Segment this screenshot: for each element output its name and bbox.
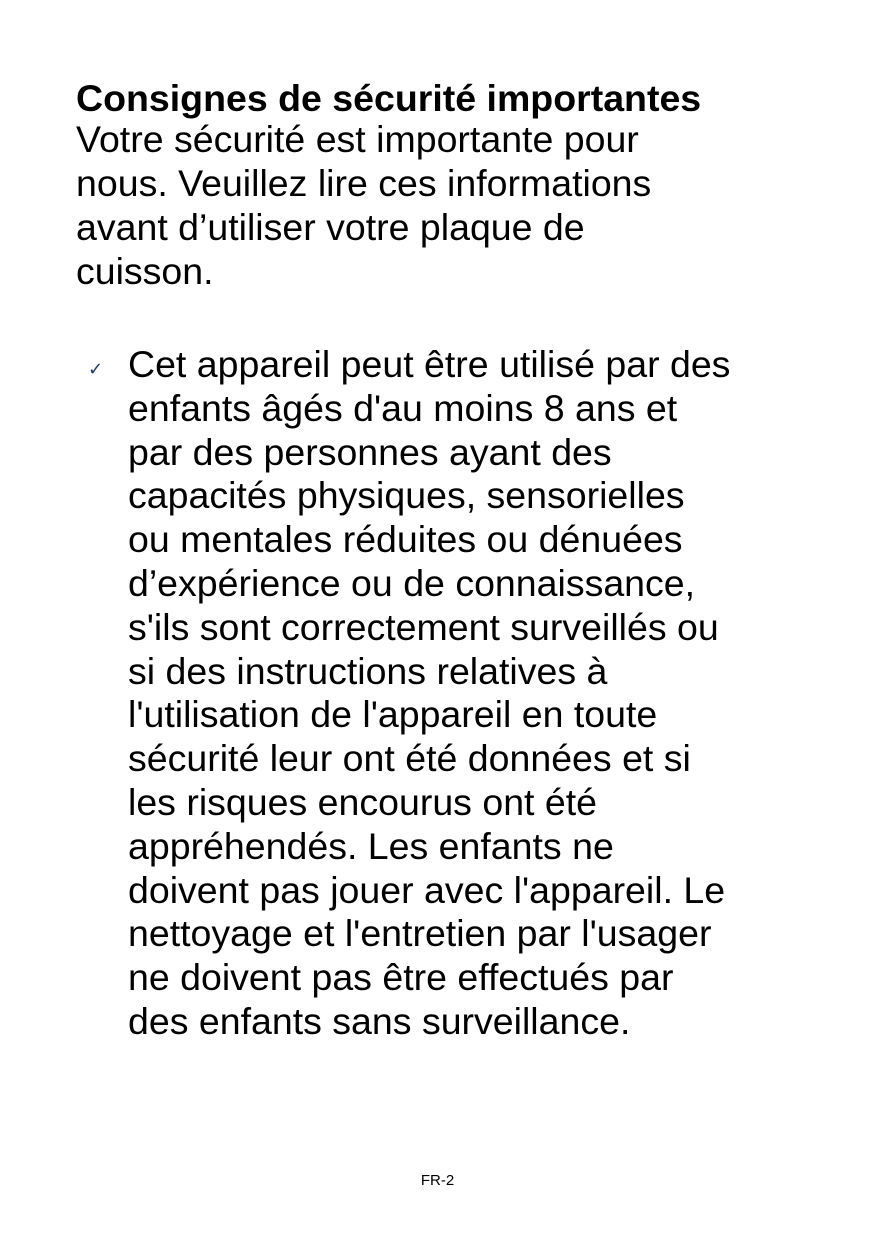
bullet-line: des enfants sans surveillance. <box>128 999 631 1042</box>
bullet-line: les risques encourus ont été <box>128 780 598 823</box>
bullet-line: l'utilisation de l'appareil en toute <box>128 693 658 736</box>
page-number: FR-2 <box>420 1172 455 1189</box>
bullet-line: d’expérience ou de connaissance, <box>128 561 696 604</box>
bullet-line: s'ils sont correctement surveillés ou <box>128 605 719 648</box>
bullet-line: ou mentales réduites ou dénuées <box>128 518 683 561</box>
safety-bullet-text <box>128 343 730 1044</box>
intro-line: Votre sécurité est importante pour <box>76 118 639 160</box>
intro-line: avant d’utiliser votre plaque de <box>76 206 585 248</box>
bullet-line: si des instructions relatives à <box>128 649 608 692</box>
intro-paragraph <box>76 117 796 293</box>
bullet-line: sécurité leur ont été données et si <box>128 737 691 780</box>
bullet-line: enfants âgés d'au moins 8 ans et <box>128 386 678 429</box>
bullet-line: nettoyage et l'entretien par l'usager <box>128 912 712 955</box>
bullet-line: capacités physiques, sensorielles <box>128 474 685 517</box>
bullet-line: ne doivent pas être effectués par <box>128 956 674 999</box>
checkmark-icon: ✓ <box>88 359 104 380</box>
page-title: Consignes de sécurité importantes <box>76 77 702 119</box>
intro-line: cuisson. <box>76 250 214 292</box>
bullet-line: Cet appareil peut être utilisé par des <box>128 343 731 385</box>
bullet-line: appréhendés. Les enfants ne <box>128 824 614 867</box>
intro-line: nous. Veuillez lire ces informations <box>76 162 652 204</box>
bullet-line: par des personnes ayant des <box>128 430 612 473</box>
bullet-line: doivent pas jouer avec l'appareil. Le <box>128 868 726 911</box>
